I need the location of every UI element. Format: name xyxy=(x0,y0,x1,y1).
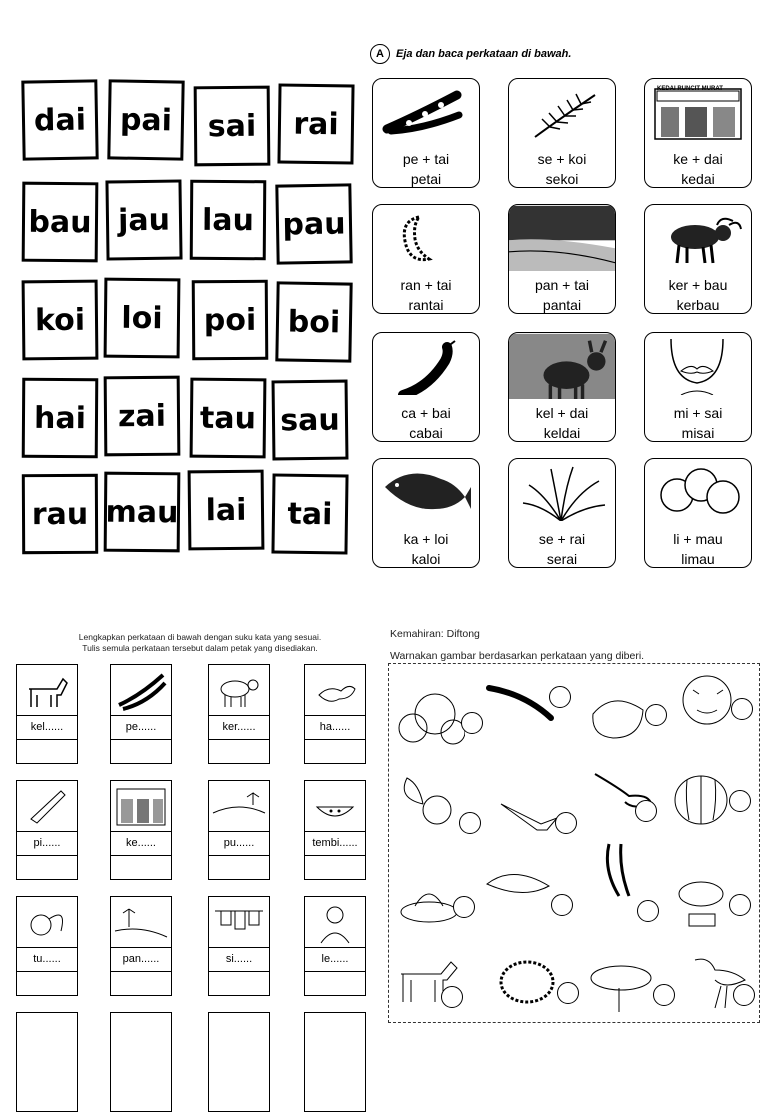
chili-icon xyxy=(379,339,473,395)
lime-icon xyxy=(651,465,745,521)
worksheet-cell xyxy=(208,1012,270,1112)
color-circle[interactable] xyxy=(729,790,751,812)
word-split: ran + tai xyxy=(400,277,452,293)
shop-icon xyxy=(111,781,171,832)
watermelon-icon xyxy=(305,781,365,832)
word-prompt: pu...... xyxy=(209,831,269,856)
syllable-card: jau xyxy=(105,179,182,260)
syllable-card: lai xyxy=(188,470,265,551)
worksheet-instruction-2: Tulis semula perkataan tersebut dalam petak yang disediakan. xyxy=(82,643,318,653)
shop-sign: KEDAI RUNCIT MURAT xyxy=(657,86,723,92)
word-card xyxy=(644,78,752,188)
lemongrass-icon xyxy=(515,465,609,521)
syllable-card: lau xyxy=(190,180,267,261)
section-a-header xyxy=(370,44,571,64)
worksheet-cell xyxy=(110,896,172,996)
word-split: ka + loi xyxy=(403,531,449,547)
buffalo-icon xyxy=(651,211,745,267)
word-card xyxy=(508,458,616,568)
word-prompt: tembi...... xyxy=(305,831,365,856)
word-label: keldai xyxy=(543,425,581,441)
syllable-card: koi xyxy=(22,280,99,361)
word-label: limau xyxy=(681,551,715,567)
word-card xyxy=(372,78,480,188)
squirrel-icon xyxy=(17,897,77,948)
color-circle[interactable] xyxy=(441,986,463,1008)
fish-icon xyxy=(379,465,473,521)
knife-icon xyxy=(17,781,77,832)
worksheet-cell xyxy=(208,896,270,996)
worksheet-cell xyxy=(208,780,270,880)
word-card xyxy=(644,332,752,442)
coloring-area xyxy=(388,663,760,1023)
worksheet-cell xyxy=(304,896,366,996)
beach-icon xyxy=(509,205,616,271)
section-badge: A xyxy=(370,44,390,64)
color-circle[interactable] xyxy=(549,686,571,708)
color-circle[interactable] xyxy=(453,896,475,918)
word-prompt: tu...... xyxy=(17,947,77,972)
moustache-icon xyxy=(651,339,745,395)
word-card xyxy=(508,204,616,314)
worksheet-cell xyxy=(208,664,270,764)
color-circle[interactable] xyxy=(733,984,755,1006)
betta-fish-icon xyxy=(483,860,553,920)
man-icon xyxy=(305,897,365,948)
worksheet-cell xyxy=(304,780,366,880)
color-circle[interactable] xyxy=(645,704,667,726)
syllable-card: boi xyxy=(275,281,352,362)
worksheet-cell xyxy=(16,664,78,764)
word-prompt: pan...... xyxy=(111,947,171,972)
chain-icon xyxy=(379,211,473,267)
syllable-card: mau xyxy=(104,472,181,553)
word-card xyxy=(372,458,480,568)
worksheet-cell xyxy=(110,664,172,764)
word-split: se + koi xyxy=(537,151,587,167)
word-prompt: pi...... xyxy=(17,831,77,856)
petai-beans-icon xyxy=(589,840,659,900)
color-circle[interactable] xyxy=(635,800,657,822)
worksheet-cell xyxy=(110,780,172,880)
word-label: petai xyxy=(410,171,442,187)
necklace-icon xyxy=(493,956,563,1016)
worksheet-cell xyxy=(16,1012,78,1112)
word-split: ke + dai xyxy=(673,151,723,167)
word-split: kel + dai xyxy=(535,405,589,421)
donkey-icon xyxy=(17,665,77,716)
syllable-card: dai xyxy=(21,79,98,160)
island-icon xyxy=(209,781,269,832)
word-card xyxy=(508,78,616,188)
donkey-icon xyxy=(509,333,616,399)
syllable-card: hai xyxy=(22,378,99,459)
ginger-icon xyxy=(305,665,365,716)
word-prompt: si...... xyxy=(209,947,269,972)
chili-icon xyxy=(485,678,555,738)
tree-icon xyxy=(585,958,655,1018)
word-split: li + mau xyxy=(673,531,723,547)
word-card xyxy=(644,204,752,314)
syllable-card: tau xyxy=(190,378,267,459)
word-split: pan + tai xyxy=(534,277,590,293)
word-split: se + rai xyxy=(538,531,586,547)
word-split: mi + sai xyxy=(673,405,723,421)
sekoi-grain-icon xyxy=(515,85,609,141)
word-label: kaloi xyxy=(411,551,441,567)
petai-beans-icon xyxy=(379,85,473,141)
syllable-card: poi xyxy=(192,280,269,361)
color-circle[interactable] xyxy=(653,984,675,1006)
buffalo-icon xyxy=(209,665,269,716)
syllable-card: rai xyxy=(277,83,354,164)
knife-icon xyxy=(497,784,567,844)
color-circle[interactable] xyxy=(729,894,751,916)
clothesline-icon xyxy=(209,897,269,948)
squirrel-icon xyxy=(393,774,463,834)
color-circle[interactable] xyxy=(551,894,573,916)
word-label: sekoi xyxy=(545,171,579,187)
word-prompt: kel...... xyxy=(17,715,77,740)
word-split: ca + bai xyxy=(401,405,451,421)
syllable-card: rau xyxy=(22,474,98,554)
syllable-card: sai xyxy=(194,86,271,167)
oranges-icon xyxy=(395,688,465,748)
section-a-instruction: Eja dan baca perkataan di bawah. xyxy=(396,48,572,60)
syllable-card: sau xyxy=(272,380,349,461)
petai-beans-icon xyxy=(111,665,171,716)
shop-icon xyxy=(651,85,745,141)
worksheet-cell xyxy=(16,896,78,996)
worksheet-cell xyxy=(110,1012,172,1112)
color-circle[interactable] xyxy=(459,812,481,834)
word-label: pantai xyxy=(542,297,582,313)
syllable-card: tai xyxy=(271,473,348,554)
word-label: rantai xyxy=(408,297,444,313)
skill-label: Kemahiran: Diftong xyxy=(390,628,480,640)
worksheet-cell xyxy=(16,780,78,880)
worksheet-cell xyxy=(304,1012,366,1112)
word-card xyxy=(644,458,752,568)
color-circle[interactable] xyxy=(461,712,483,734)
color-circle[interactable] xyxy=(557,982,579,1004)
word-prompt: ker...... xyxy=(209,715,269,740)
syllable-card: bau xyxy=(22,182,99,263)
syllable-card: pau xyxy=(275,183,352,264)
syllable-card: zai xyxy=(104,376,181,457)
worksheet-instruction-1: Lengkapkan perkataan di bawah dengan suku kata yang sesuai. xyxy=(78,632,322,642)
color-circle[interactable] xyxy=(731,698,753,720)
word-label: kerbau xyxy=(676,297,720,313)
word-card xyxy=(372,204,480,314)
word-card xyxy=(508,332,616,442)
color-circle[interactable] xyxy=(555,812,577,834)
syllable-card: loi xyxy=(104,278,181,359)
word-label: kedai xyxy=(681,171,715,187)
word-prompt: pe...... xyxy=(111,715,171,740)
word-label: misai xyxy=(681,425,715,441)
word-prompt: ke...... xyxy=(111,831,171,856)
color-circle[interactable] xyxy=(637,900,659,922)
word-prompt: ha...... xyxy=(305,715,365,740)
syllable-card: pai xyxy=(107,79,184,160)
word-split: ker + bau xyxy=(668,277,728,293)
word-label: serai xyxy=(546,551,578,567)
word-split: pe + tai xyxy=(402,151,450,167)
durian-icon xyxy=(583,684,653,744)
word-label: cabai xyxy=(409,425,443,441)
word-card xyxy=(372,332,480,442)
coloring-instruction: Warnakan gambar berdasarkan perkataan yang diberi. xyxy=(390,650,645,662)
beach-icon xyxy=(111,897,171,948)
worksheet-cell xyxy=(304,664,366,764)
word-prompt: le...... xyxy=(305,947,365,972)
